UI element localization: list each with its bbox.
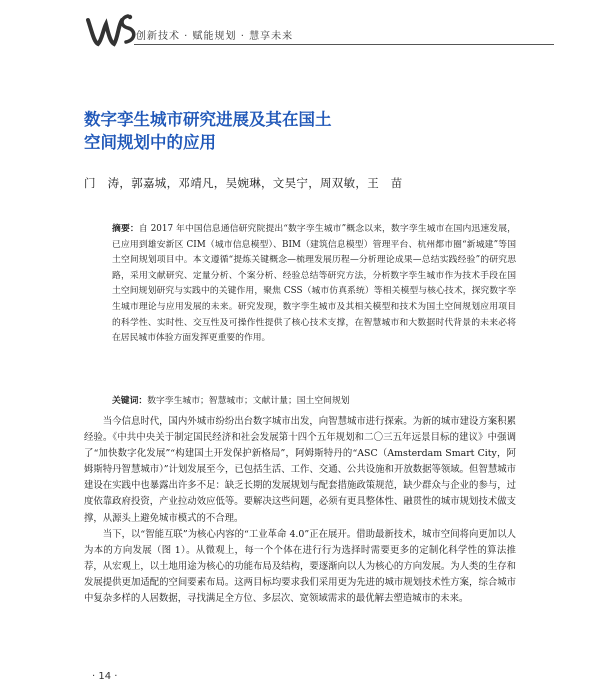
keywords-text: 数字孪生城市；智慧城市；文献计量；国土空间规划 — [147, 396, 350, 406]
abstract-text: 自 2017 年中国信息通信研究院提出“数字孪生城市”概念以来，数字孪生城市在国内迅速发展，已应用到雄安新区 CIM（城市信息模型）、BIM（建筑信息模型）管理平台、杭州都市圈“新城建”等国土空间规划项目中。本文遵循“提炼关键概念—梳理发展历程—分析理论成果—总结实践经验”的研究思路，采用文献研究、定量分析、个案分析、经验总结等研究方法，分析数字孪生城市作为技术手段在国土空间规划研究与实践中的关键作用，聚焦 CSS（城市仿真系统）等相关模型与核心技术，探究数字孪生城市理论与应用发展的未来。研究发现，数字孪生城市及其相关模型和技术为国土空间规划应用项目的科学性、实时性、交互性及可操作性提供了核心技术支撑，在智慧城市和大数据时代背景的未来必将在居民城市体验方面发挥更重要的作用。 — [112, 224, 516, 344]
article-title — [84, 108, 504, 154]
journal-logo-icon — [84, 12, 144, 52]
article-title-line-2: 空间规划中的应用 — [84, 133, 216, 152]
body-paragraph-1: 当今信息时代，国内外城市纷纷出台数字城市出发，向智慧城市进行探索。为新的城市建设方案积累经验。《中共中央关于制定国民经济和社会发展第十四个五年规划和二〇三五年远景目标的建议》中强调了“加快数字化发展”“构建国土开发保护新格局”，阿姆斯特丹的“ASC（Amsterdam Smart City，阿姆斯特丹智慧城市）”计划发展至今，已包括生活、工作、交通、公共设施和开放数据等领域。但智慧城市建设在实践中也暴露出许多不足：缺乏长期的发展规划与配套措施政策规范，缺少群众与企业的参与，过度依靠政府投资，产业拉动效应低等。要解决这些问题，必须有更具整体性、融贯性的城市规划技术做支撑，从源头上避免城市模式的不合理。 — [84, 416, 516, 524]
abstract-block — [112, 222, 516, 347]
article-authors: 门 涛，郭嘉城，邓靖凡，吴婉琳，文昊宁，周双敏，王 苗 — [84, 176, 403, 190]
keywords-block — [112, 393, 516, 406]
body-paragraph-2: 当下，以“智能互联”为核心内容的“工业革命 4.0”正在展开。借助最新技术，城市空间将向更加以人为本的方向发展（图 1）。从微观上，每一个个体在进行行为选择时需要更多的定制化科学性的算法推荐，从宏观上，以土地用途为核心的功能布局及结构，要逐渐向以人为核心的方向发展。为人类的生存和发展提供更加适配的空间要素布局。这两目标均要求我们采用更为先进的城市规划技术性方案，综合城市中复杂多样的人居数据，寻找满足全方位、多层次、宽领域需求的最优解去塑造城市的未来。 — [84, 528, 516, 605]
article-body — [84, 414, 516, 607]
header-rule — [134, 44, 554, 45]
article-title-line-1: 数字孪生城市研究进展及其在国土 — [84, 110, 332, 129]
abstract-label: 摘要： — [112, 224, 139, 234]
page-number: · 14 · — [92, 671, 118, 682]
header-slogan: 创新技术 · 赋能规划 · 慧享未来 — [136, 31, 294, 42]
journal-header — [84, 12, 554, 52]
keywords-label: 关键词： — [112, 396, 148, 406]
